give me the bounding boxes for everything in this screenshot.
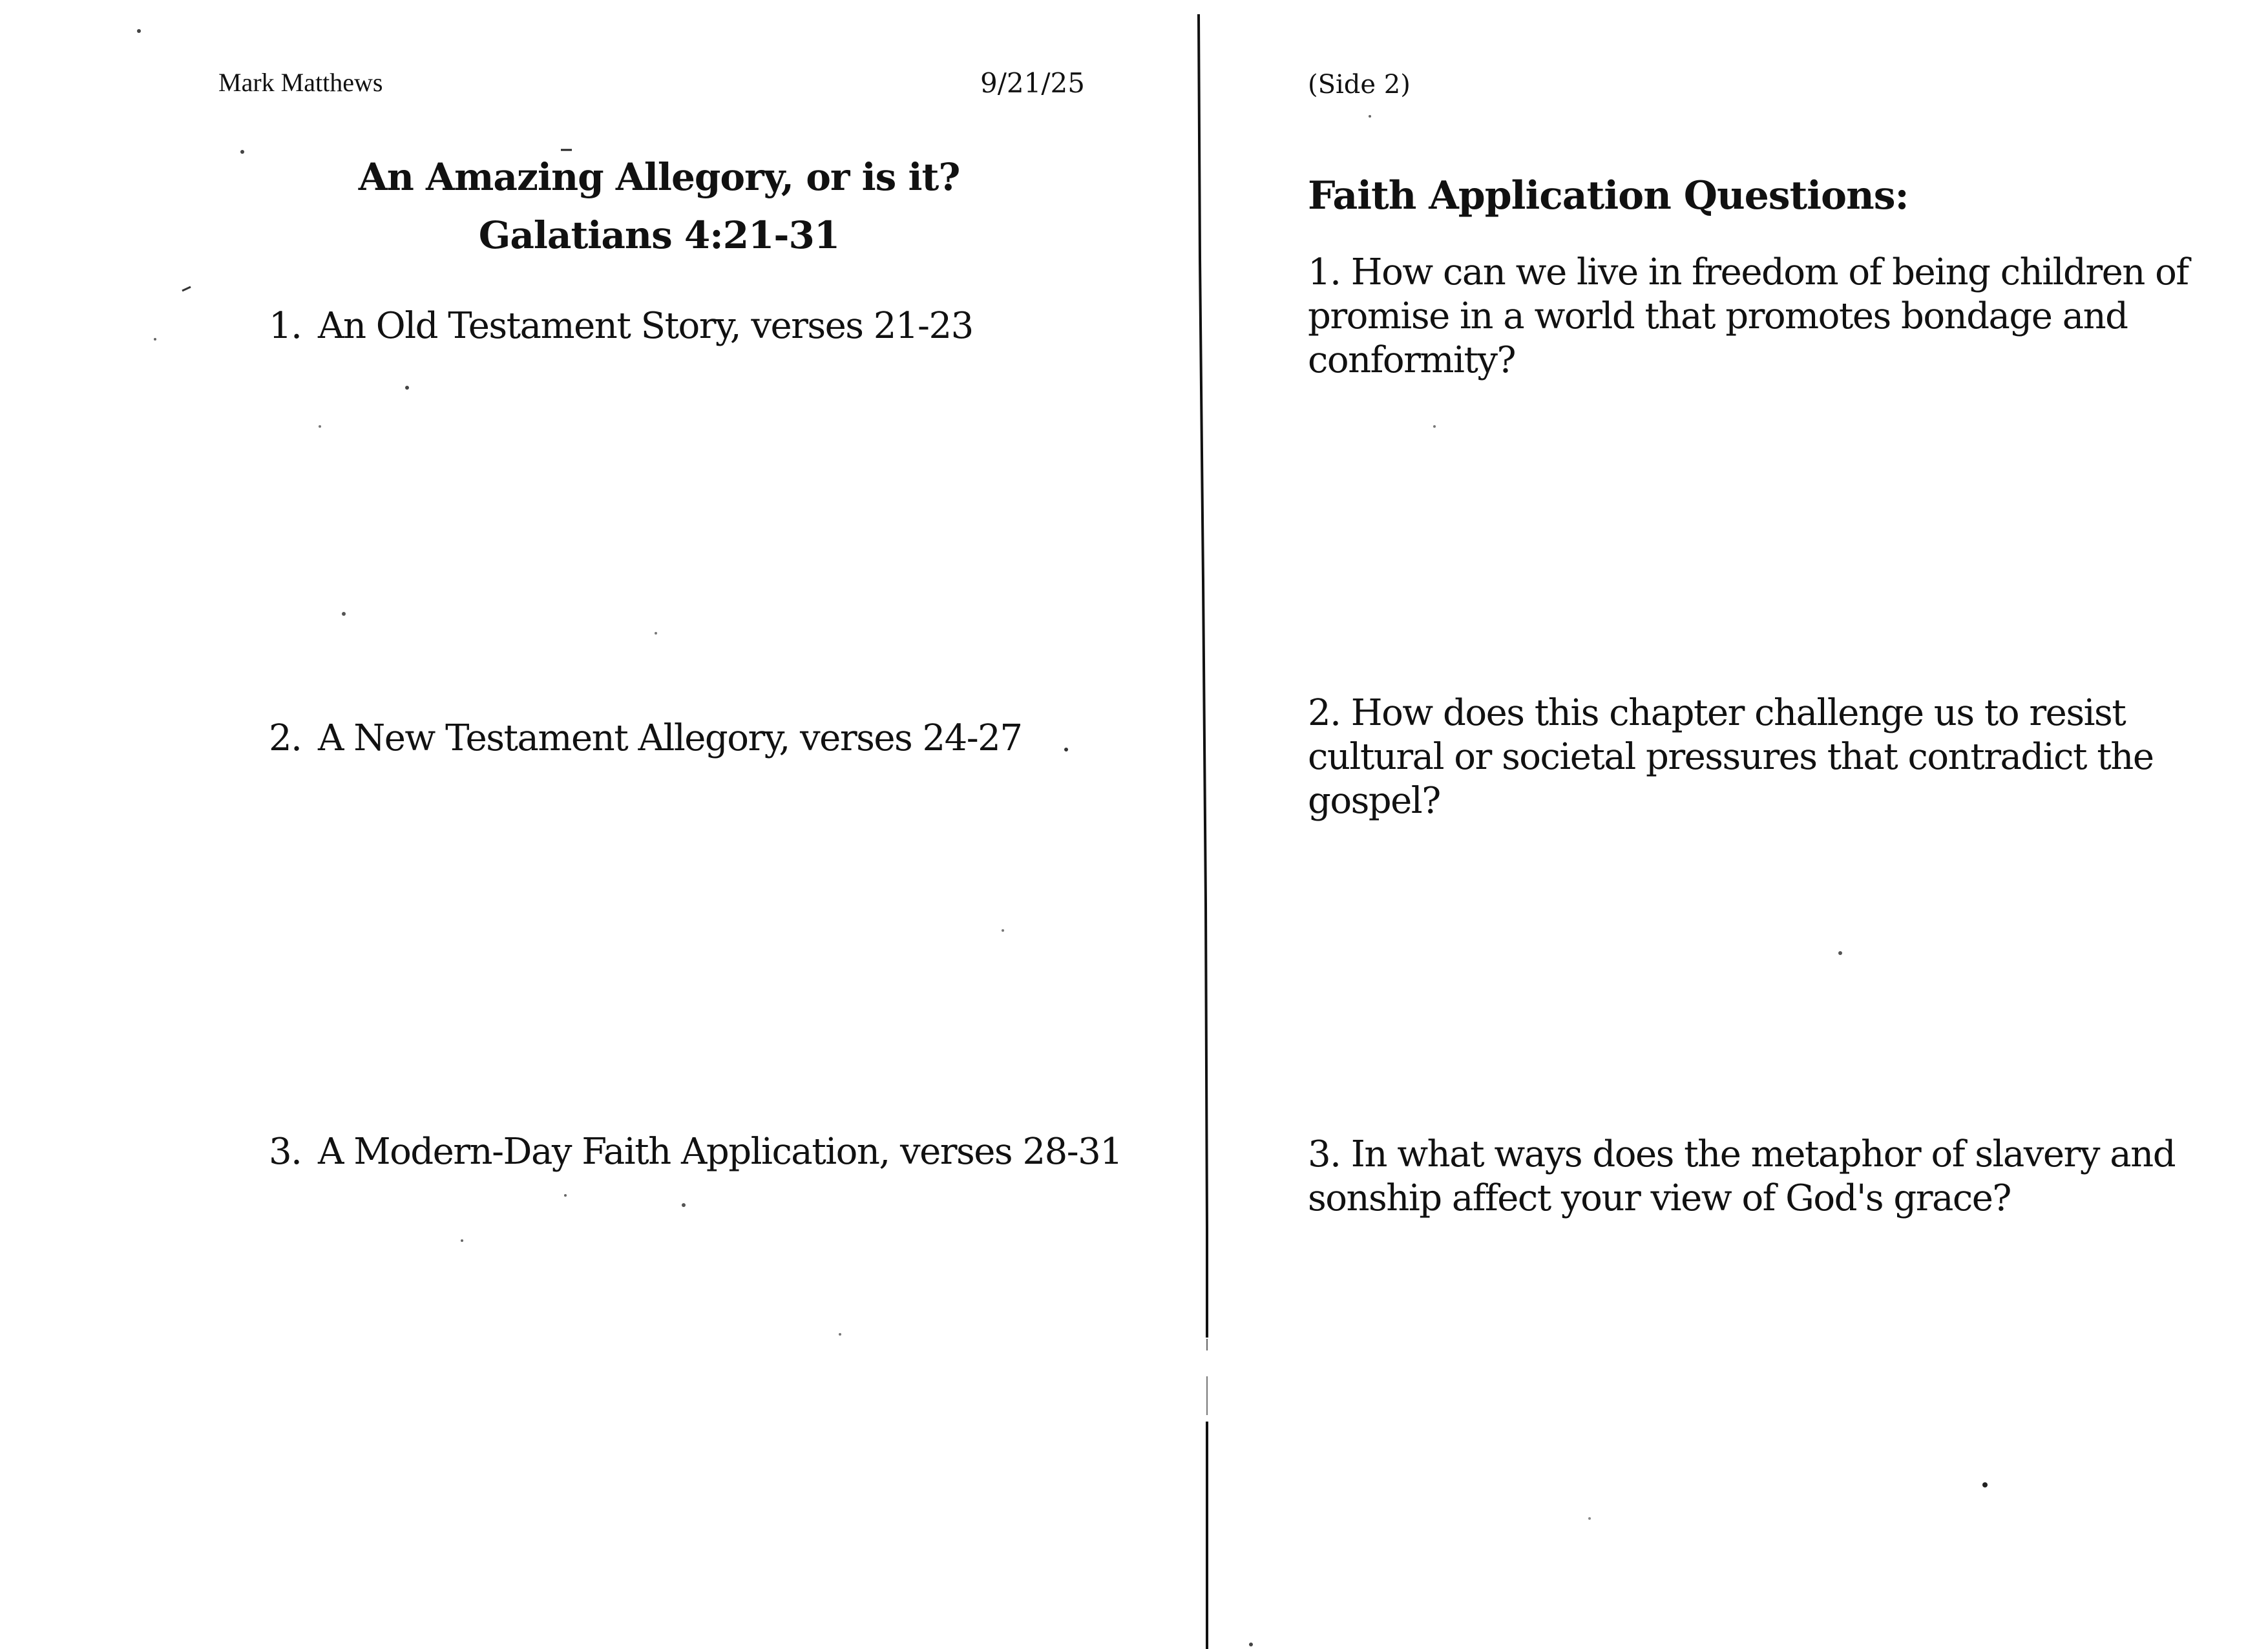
outline-point-2 bbox=[269, 717, 1022, 759]
question-2 bbox=[1308, 691, 2200, 823]
outline-number: 1. bbox=[269, 305, 302, 347]
questions-heading: Faith Application Questions: bbox=[1308, 173, 1909, 218]
side-label: (Side 2) bbox=[1308, 70, 1411, 100]
question-line: sonship affect your view of God's grace? bbox=[1308, 1177, 2011, 1219]
question-line: 2. How does this chapter challenge us to resist bbox=[1308, 692, 2126, 734]
sermon-date: 9/21/25 bbox=[980, 67, 1085, 99]
outline-point-3 bbox=[269, 1131, 1122, 1173]
scripture-reference: Galatians 4:21-31 bbox=[478, 213, 840, 257]
outline-point-1 bbox=[269, 305, 973, 347]
outline-text: A New Testament Allegory, verses 24-27 bbox=[318, 717, 1022, 759]
outline-number: 3. bbox=[269, 1131, 302, 1173]
question-line: promise in a world that promotes bondage and bbox=[1308, 295, 2128, 337]
outline-number: 2. bbox=[269, 717, 302, 759]
question-line: 1. How can we live in freedom of being children of bbox=[1308, 251, 2189, 293]
author-name: Mark Matthews bbox=[218, 68, 383, 97]
outline-text: An Old Testament Story, verses 21-23 bbox=[318, 305, 973, 347]
question-1 bbox=[1308, 251, 2200, 383]
question-line: 3. In what ways does the metaphor of slavery and bbox=[1308, 1133, 2176, 1175]
outline-text: A Modern-Day Faith Application, verses 28-31 bbox=[318, 1131, 1122, 1173]
sermon-title: An Amazing Allegory, or is it? bbox=[358, 155, 960, 199]
question-line: gospel? bbox=[1308, 780, 1440, 822]
question-line: cultural or societal pressures that contradict the bbox=[1308, 736, 2154, 778]
question-line: conformity? bbox=[1308, 339, 1516, 381]
question-3 bbox=[1308, 1133, 2200, 1221]
